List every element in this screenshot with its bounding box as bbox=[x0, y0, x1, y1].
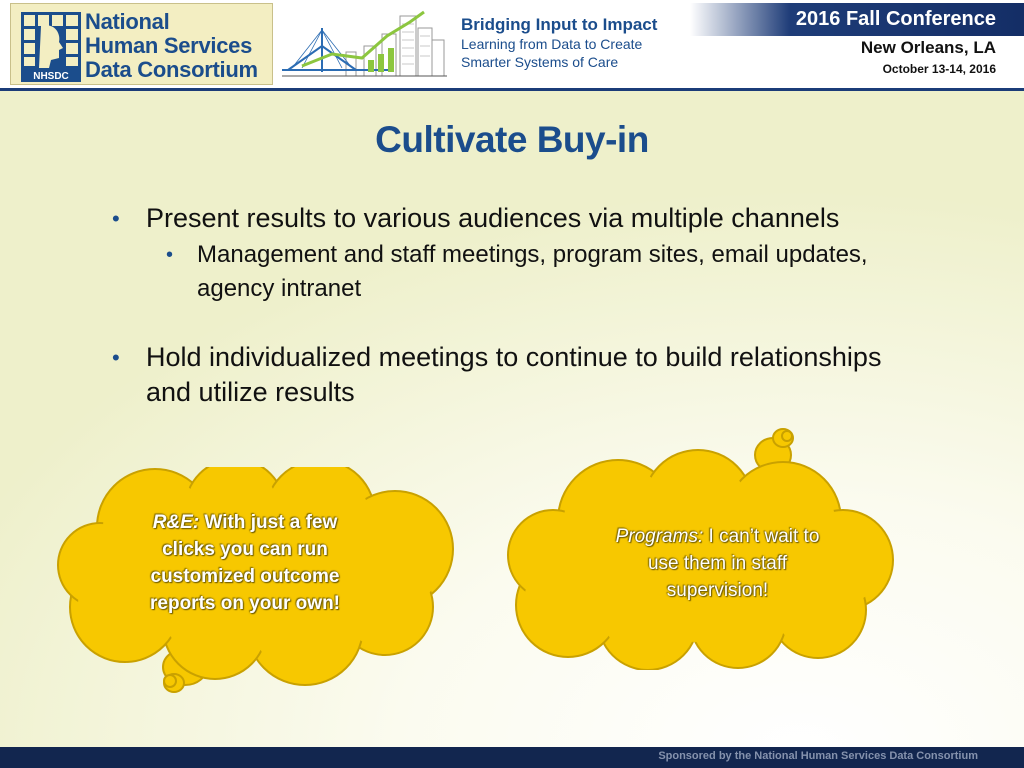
slide-content bbox=[0, 91, 1024, 747]
sponsor-text: Sponsored by the National Human Services Data Consortium bbox=[658, 750, 978, 762]
nhsdc-logo bbox=[10, 3, 273, 85]
bubble-left-lead: R&E: bbox=[152, 512, 200, 533]
bubble-right-text bbox=[605, 523, 830, 604]
conference-city: New Orleans, LA bbox=[860, 38, 996, 57]
sub-bullet-item-1: • Management and staff meetings, program sites, email updates, agency intranet bbox=[112, 238, 932, 306]
bubble-right-lead: Programs: bbox=[615, 526, 704, 547]
conference-banner bbox=[690, 3, 1024, 36]
logo-line-2: Human Services bbox=[85, 33, 252, 58]
slide-header bbox=[0, 0, 1024, 88]
conference-tagline bbox=[461, 15, 657, 71]
bullet-list bbox=[112, 201, 932, 410]
bubble-right-body: I can’t wait to use them in staff supervision! bbox=[647, 526, 820, 601]
conference-title: 2016 Fall Conference bbox=[795, 8, 996, 30]
conference-dates: October 13-14, 2016 bbox=[882, 62, 996, 76]
tagline-line-2: Learning from Data to Create bbox=[461, 36, 643, 52]
bullet-item-1: • Present results to various audiences via multiple channels bbox=[112, 201, 932, 236]
slide-title: Cultivate Buy-in bbox=[375, 119, 649, 160]
bubble-left-text bbox=[125, 509, 365, 617]
city-skyline-icon bbox=[282, 6, 447, 82]
logo-wordmark bbox=[85, 10, 258, 82]
logo-line-1: National bbox=[85, 9, 170, 34]
bubble-left-body: With just a few clicks you can run customized outcome reports on your own! bbox=[150, 512, 340, 614]
logo-badge: NHSDC bbox=[33, 71, 69, 82]
bullet-item-2: • Hold individualized meetings to continue to build relationships and utilize results bbox=[112, 340, 932, 410]
slide-footer bbox=[0, 747, 1024, 768]
tagline-line-3: Smarter Systems of Care bbox=[461, 54, 619, 70]
logo-line-3: Data Consortium bbox=[85, 57, 258, 82]
nhsdc-logo-icon bbox=[21, 12, 81, 82]
tagline-heading: Bridging Input to Impact bbox=[461, 15, 658, 34]
